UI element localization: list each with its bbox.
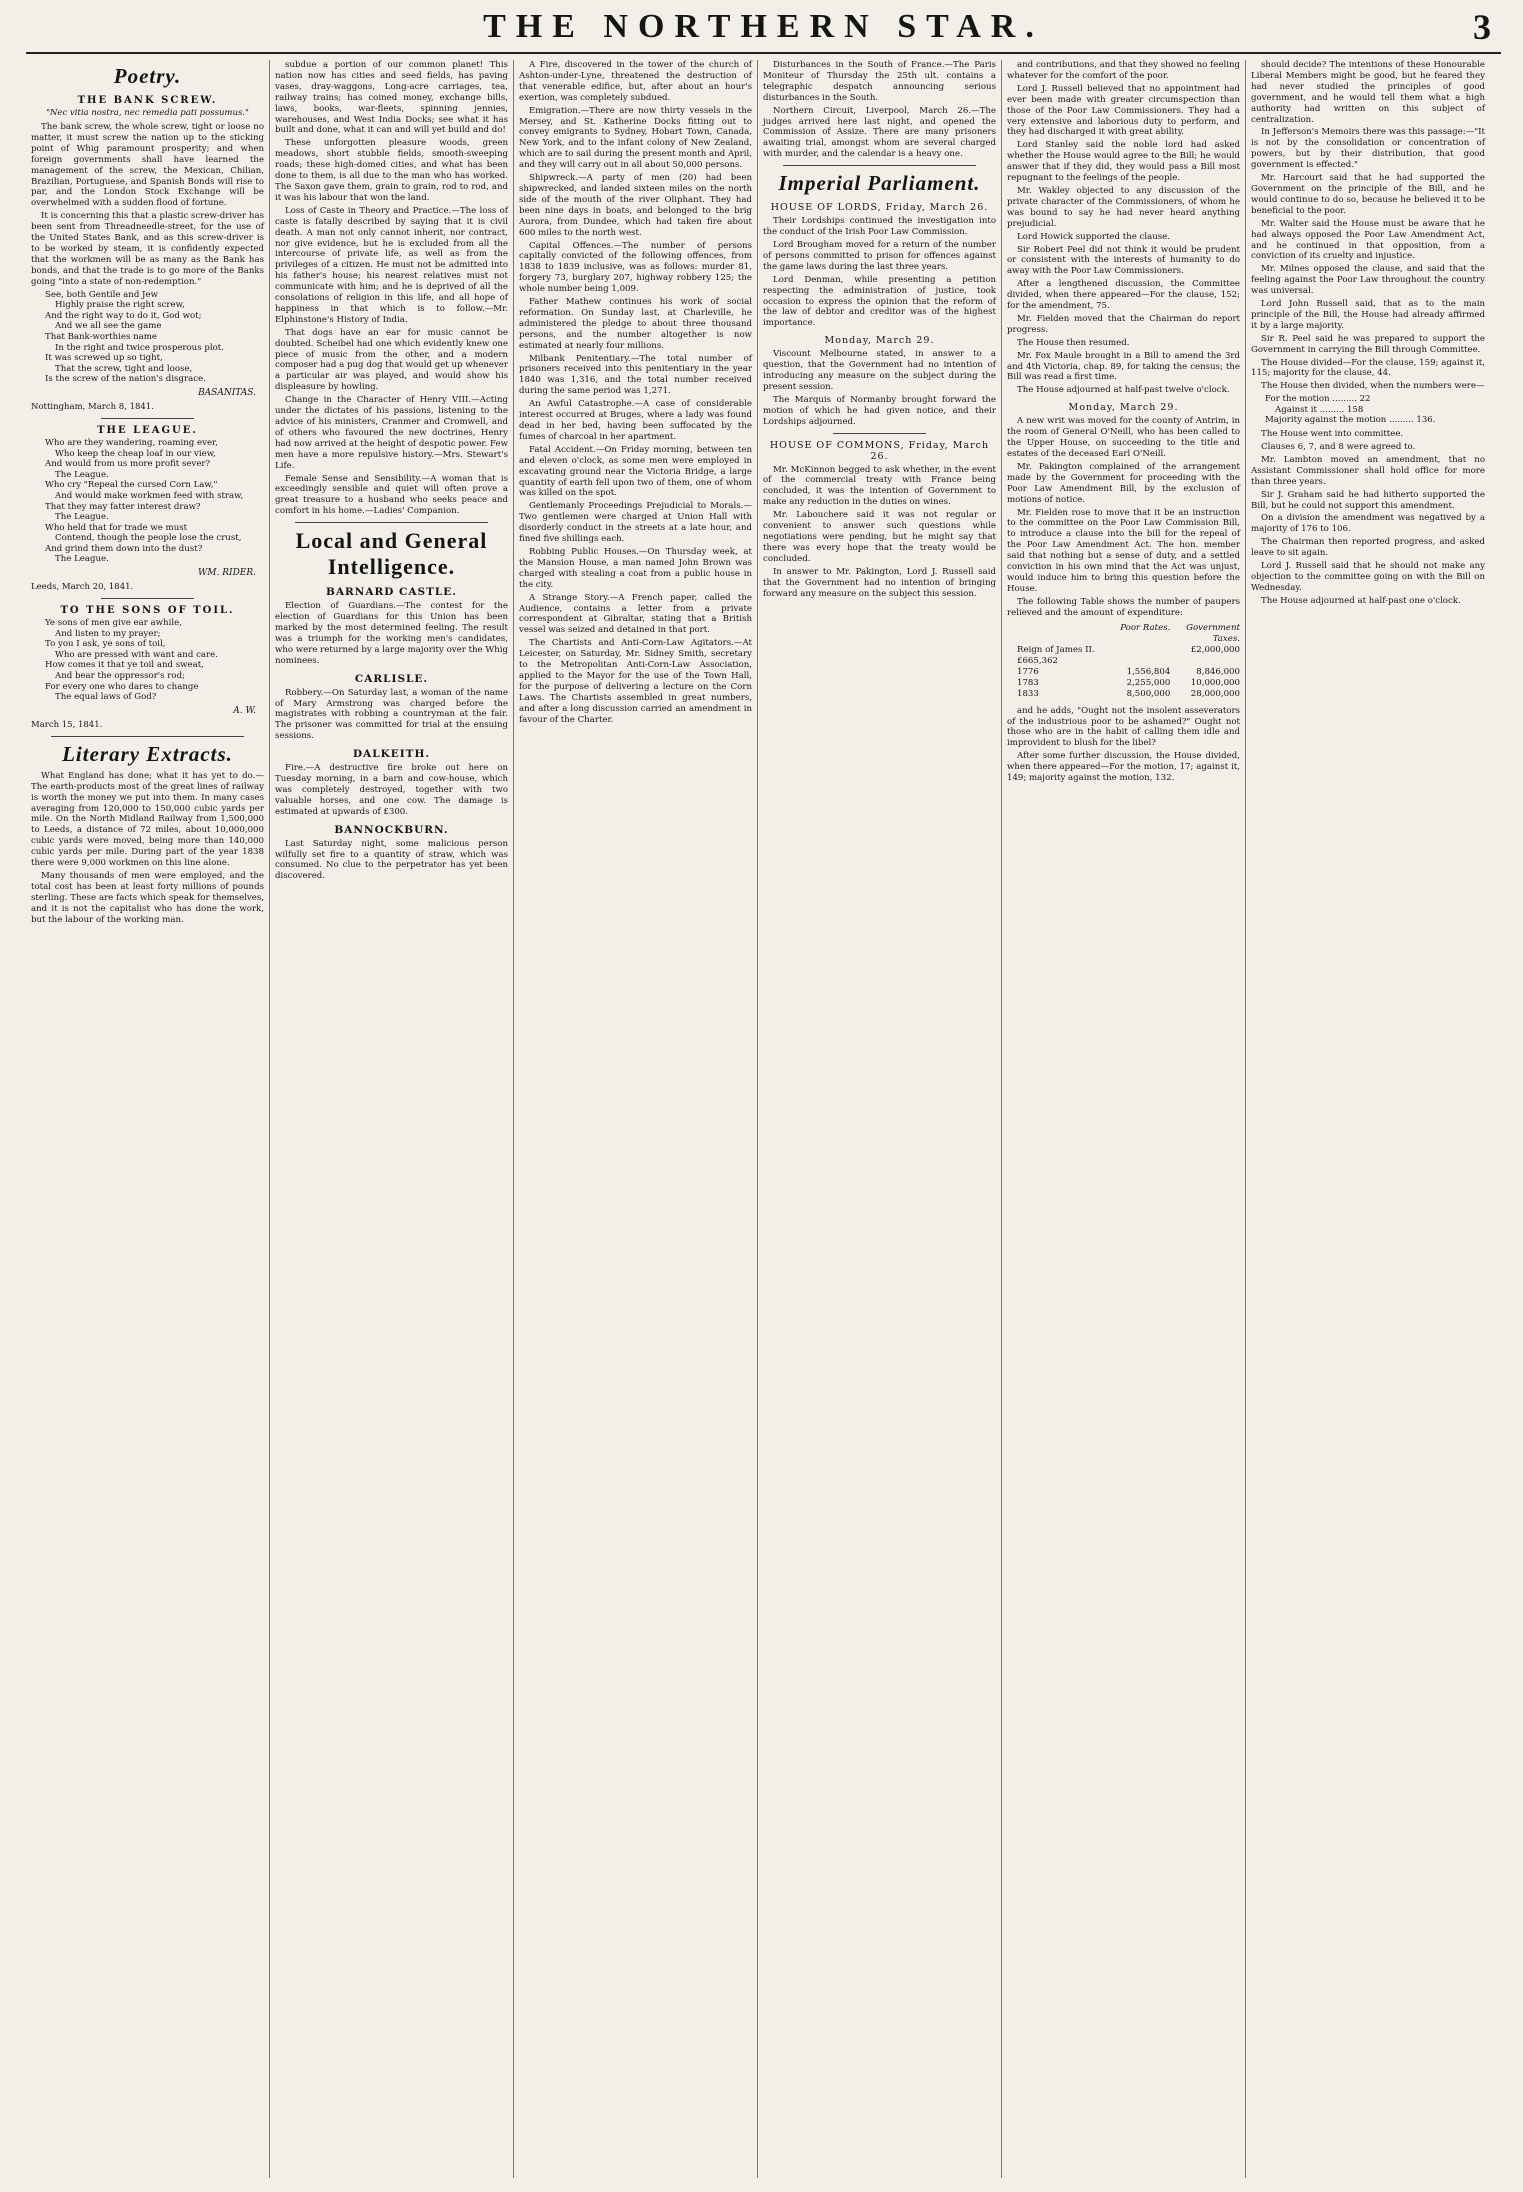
paragraph: Mr. Wakley objected to any discussion of the private character of the Commissioners, of whom he was bound to say he had never heard anything prejudicial. — [1007, 185, 1240, 229]
article-head: DALKEITH. — [352, 748, 431, 761]
paragraph: Shipwreck.—A party of men (20) had been shipwrecked, and landed sixteen miles on the north side of the mouth of the river Oliphant. They had been nine days in boats, and belonged to the brig Aurora, from Dundee, which had taken fire about 600 miles to the north west. — [519, 173, 752, 238]
table-cell: 1776 — [1017, 666, 1039, 677]
paragraph: The following Table shows the number of paupers relieved and the amount of expenditure: — [1007, 596, 1240, 618]
paragraph: Mr. Milnes opposed the clause, and said that the feeling against the Poor Law throughout the country was universal. — [1251, 264, 1485, 297]
paragraph: Mr. Fielden rose to move that it be an instruction to the committee on the Poor Law Commission Bill, to introduce a clause into the bill for the repeal of the Poor Law Amendment Act. The hon. member said that nothing but a sense of duty, and a settled conviction in his own mind that the Act was unjust, would induce him to bring this question before the House. — [1007, 507, 1240, 594]
verse-line: Who cry "Repeal the cursed Corn Law," — [45, 480, 218, 491]
paragraph: A Strange Story.—A French paper, called the Audience, contains a letter from a private correspondent at Gibraltar, stating that a British vessel was seized and detained in that port. — [519, 592, 752, 636]
poem-signature: A. W. — [233, 705, 256, 716]
division-result — [1251, 394, 1485, 426]
poem-signature: WM. RIDER. — [198, 568, 256, 579]
paragraph: and contributions, and that they showed no feeling whatever for the comfort of the poor. — [1007, 60, 1240, 81]
paragraph: What England has done; what it has yet to do.—The earth-products most of the great lines of railway is worth the money we put into them. In many cases averaging from 120,000 to 150,000 cubic yards per mile. On the North Midland Railway from 1,500,000 to Leeds, a distance of 72 miles, about 10,000,000 cubic yards were moved, being more than 140,000 cubic yards per mile. During part of the year 1838 there were 9,000 workmen on this line alone. — [31, 770, 264, 869]
paragraph: An Awful Catastrophe.—A case of considerable interest occurred at Bruges, where a lady was found dead in her bed, having been suffocated by the fumes of charcoal in her apartment. — [519, 399, 752, 442]
table-cell: 8,846,000 — [1196, 666, 1240, 677]
paragraph: Lord Howick supported the clause. — [1017, 231, 1171, 242]
table-cell: 1833 — [1017, 688, 1039, 699]
verse-line: For every one who dares to change — [45, 681, 199, 692]
verse-line: To you I ask, ye sons of toil, — [45, 639, 166, 650]
table-cell: Reign of James II. £665,362 — [1017, 644, 1095, 666]
paragraph: Mr. Pakington complained of the arrangement made by the Government for proceeding with the Poor Law Amendment Bill, by the exclusion of motions of notice. — [1007, 461, 1240, 505]
verse-line: And bear the oppressor's rod; — [55, 671, 185, 682]
column-3 — [514, 60, 758, 2178]
paragraph: The bank screw, the whole screw, tight or loose no matter, it must screw the nation up to the sticking point of Whig paramount prosperity; and when foreign governments shall have learned the management of the screw, the Mexican, Chilian, Brazilian, Portuguese, and Spanish Bonds will rise to par, and the London Stock Exchange will be overwhelmed with a sudden flood of fortune. — [31, 122, 264, 209]
divider — [295, 522, 488, 523]
paragraph: subdue a portion of our common planet! This nation now has cities and seed fields, has paving vases, dray-waggons, Long-acre carriages, tea, railway trains; has coined money, exchange bills, laws, books, war-fleets, spinning jennies, warehouses, and West India Docks; see what it has built and done, what it can and will yet build and do! — [275, 60, 508, 136]
column-4 — [758, 60, 1002, 2178]
verse-line: And listen to my prayer; — [55, 628, 161, 639]
paragraph: The Chairman then reported progress, and asked leave to sit again. — [1251, 537, 1485, 559]
paragraph: Father Mathew continues his work of social reformation. On Sunday last, at Charleville, he administered the pledge to about three thousand persons, and the number altogether is now estimated at nearly four millions. — [519, 297, 752, 351]
table-row — [1017, 689, 1240, 700]
poem-verse — [31, 618, 264, 703]
paragraph: The House adjourned at half-past one o'clock. — [1261, 595, 1461, 606]
divider — [101, 418, 194, 419]
poem-dateline: Leeds, March 20, 1841. — [31, 582, 134, 593]
paragraph: Robbery.—On Saturday last, a woman of the name of Mary Armstrong was charged before the magistrates with robbing a countryman at the fair. The prisoner was committed for trial at the ensuing sessions. — [275, 687, 508, 742]
table-cell: 10,000,000 — [1190, 677, 1240, 688]
table-cell: £2,000,000 — [1190, 644, 1240, 655]
paragraph: Lord J. Russell said that he should not make any objection to the committee going on with the Bill on Wednesday. — [1251, 561, 1485, 593]
verse-line: Ye sons of men give ear awhile, — [45, 618, 182, 629]
paragraph: These unforgotten pleasure woods, green meadows, short stubble fields, smooth-sweeping roads; these high-domed cities, and what has been done to them, is all due to the man who has worked. The Saxon gave them, grain to grain, rod to rod, and it was his labour that won the land. — [275, 138, 508, 203]
paragraph: The Chartists and Anti-Corn-Law Agitators.—At Leicester, on Saturday, Mr. Sidney Smith, secretary to the Metropolitan Anti-Corn-Law Association, applied to the Mayor for the use of the Town Hall, for the purpose of delivering a lecture on the Corn Laws. The Chartists assembled in great numbers, and after a long discussion carried an amendment in favour of the Charter. — [519, 638, 752, 725]
table-header — [1017, 623, 1105, 645]
paragraph: Many thousands of men were employed, and the total cost has been at least forty millions of pounds sterling. These are facts which speak for themselves, and it is not the capitalist who has done the work, but the labour of the working man. — [31, 870, 264, 925]
poem-title: THE LEAGUE. — [97, 424, 198, 436]
division-line: For the motion ......... 22 — [1265, 394, 1371, 405]
verse-line: Who held that for trade we must — [45, 522, 188, 533]
poem-title: TO THE SONS OF TOIL. — [60, 605, 235, 617]
paragraph: Mr. McKinnon begged to ask whether, in the event of the commercial treaty with France being concluded, it was the intention of Government to make any reduction in the duties on wines. — [763, 464, 996, 508]
paragraph: On a division the amendment was negatived by a majority of 176 to 106. — [1251, 513, 1485, 535]
paragraph: The House went into committee. — [1261, 429, 1404, 440]
paragraph: Mr. Harcourt said that he had supported the Government on the principle of the Bill, and he would continue to do so, because he believed it to be beneficial to the poor. — [1251, 173, 1485, 216]
paragraph: Female Sense and Sensibility.—A woman that is exceedingly sensible and quiet will often prove a great treasure to a husband who seeks peace and comfort in his home.—Ladies' Companion. — [275, 473, 508, 517]
paragraph: The House then resumed. — [1017, 337, 1130, 348]
verse-line: Highly praise the right screw, — [55, 300, 185, 311]
paragraph: Sir J. Graham said he had hitherto supported the Bill, but he could not support this amendment. — [1251, 489, 1485, 511]
verse-line: Who are they wandering, roaming ever, — [45, 437, 218, 448]
newspaper-title: THE NORTHERN STAR. — [483, 8, 1044, 45]
paragraph: Lord J. Russell believed that no appointment had ever been made with greater circumspection than those of the Poor Law Commissioners. They had a very extensive and laborious duty to perform, and they had discharged it with great ability. — [1007, 83, 1240, 138]
paragraph: A new writ was moved for the county of Antrim, in the room of General O'Neill, who has been called to the Upper House, on succeeding to the title and estates of the deceased Earl O'Neill. — [1007, 416, 1240, 459]
verse-line: The League. — [55, 469, 109, 480]
paragraph: Mr. Walter said the House must be aware that he had always opposed the Poor Law Amendment Act, and he continued in that opposition, from a conviction of its cruelty and injustice. — [1251, 218, 1485, 262]
paragraph: Lord Stanley said the noble lord had asked whether the House would agree to the Bill; he would answer that if they did, they would pass a Bill most repugnant to the feelings of the people. — [1007, 140, 1240, 184]
columns — [26, 60, 1501, 2178]
table-header-row — [1017, 623, 1240, 645]
paragraph: After a lengthened discussion, the Committee divided, when there appeared—For the clause, 152; for the amendment, 75. — [1007, 279, 1240, 312]
divider — [51, 736, 244, 737]
poem-signature: BASANITAS. — [198, 387, 256, 398]
division-line: Majority against the motion ......... 136. — [1265, 415, 1436, 426]
paragraph: In Jefferson's Memoirs there was this passage:—"It is not by the consolidation or concentration of powers, but by their distribution, that good government is effected." — [1251, 127, 1485, 171]
verse-line: And would from us more profit sever? — [45, 459, 211, 470]
paragraph: Fire.—A destructive fire broke out here on Tuesday morning, in a barn and cow-house, which was completely destroyed, together with two valuable horses, and one cow. The damage is estimated at upwards of £300. — [275, 763, 508, 817]
section-head-imperial-parliament: Imperial Parliament. — [778, 171, 981, 196]
table-cell: 1783 — [1017, 677, 1039, 688]
verse-line: That Bank-worthies name — [45, 331, 158, 342]
paragraph: Disturbances in the South of France.—The Paris Moniteur of Thursday the 25th ult. contains a telegraphic despatch announcing serious disturbances in the South. — [763, 60, 996, 103]
verse-line: The equal laws of God? — [55, 692, 157, 703]
date-subhead: Monday, March 29. — [1068, 402, 1179, 414]
paragraph: Milbank Penitentiary.—The total number of prisoners received into this penitentiary in the year 1840 was 1,316, and the total number received during the same period was 1,271. — [519, 353, 752, 397]
paragraph: Last Saturday night, some malicious person wilfully set fire to a quantity of straw, which was consumed. No clue to the perpetrator has yet been discovered. — [275, 838, 508, 882]
house-of-lords-head: HOUSE OF LORDS, Friday, March 26. — [770, 202, 989, 214]
paragraph: Their Lordships continued the investigation into the conduct of the Irish Poor Law Commission. — [763, 216, 996, 238]
article-head: BARNARD CASTLE. — [326, 586, 457, 599]
poem-dateline: Nottingham, March 8, 1841. — [31, 401, 154, 412]
paragraph: Change in the Character of Henry VIII.—Acting under the dictates of his passions, listening to the advice of his ministers, Cranmer and Cromwell, and of others who favoured the new doctrines, Henry had now arrived at the height of despotic power. Few men have a more repulsive history.—Mrs. Stewart's Life. — [275, 395, 508, 471]
paragraph: and he adds, "Ought not the insolent asseverators of the industrious poor to be ashamed?" Ought not those who are in the habit of calling them idle and improvident to blush for the libel? — [1007, 705, 1240, 749]
paragraph: Gentlemanly Proceedings Prejudicial to Morals.—Two gentlemen were charged at Union Hall with disorderly conduct in the streets at a late hour, and fined five shillings each. — [519, 501, 752, 545]
page-number: 3 — [1473, 7, 1491, 47]
paragraph: Clauses 6, 7, and 8 were agreed to. — [1261, 441, 1416, 452]
divider — [833, 433, 926, 434]
article-head: BANNOCKBURN. — [334, 823, 449, 836]
house-of-commons-head: HOUSE OF COMMONS, Friday, March 26. — [769, 439, 990, 462]
paragraph: Viscount Melbourne stated, in answer to a question, that the Government had no intention of introducing any measure on the subject during the present session. — [763, 349, 996, 392]
table-cell: 8,500,000 — [1126, 688, 1171, 699]
paragraph: It is concerning this that a plastic screw-driver has been sent from Threadneedle-street, for the use of the United States Bank, and as this screw-driver is to be worked by steam, it is confidently expected that the workmen will be as many as the Bank has bonds, and that the trade is to go more of the Banks going "into a state of non-redemption." — [31, 211, 264, 287]
verse-line: And grind them down into the dust? — [45, 543, 203, 554]
paragraph: Lord Denman, while presenting a petition respecting the administration of justice, took occasion to express the opinion that the reform of the law of debtor and creditor was of the highest importance. — [763, 274, 996, 329]
paragraph: After some further discussion, the House divided, when there appeared—For the motion, 17; against it, 149; majority against the motion, 132. — [1007, 751, 1240, 784]
paragraph: The House divided—For the clause, 159; against it, 115; majority for the clause, 44. — [1251, 357, 1485, 379]
poem-verse — [31, 438, 264, 565]
paragraph: Northern Circuit, Liverpool, March 26.—The judges arrived here last night, and opened the Commission of Assize. There are many prisoners awaiting trial, amongst whom are several charged with murder, and the calendar is a heavy one. — [763, 105, 996, 160]
verse-line: The League. — [55, 554, 109, 565]
table-row — [1017, 667, 1240, 678]
divider — [101, 598, 194, 599]
table-cell: 2,255,000 — [1126, 677, 1171, 688]
column-5 — [1002, 60, 1246, 2178]
paragraph: That dogs have an ear for music cannot be doubted. Scheibel had one which evidently knew one piece of music from the other, and a modern composer had a pug dog that would get up whenever a particular air was played, and would show his displeasure by howling. — [275, 327, 508, 393]
paragraph: A Fire, discovered in the tower of the church of Ashton-under-Lyne, threatened the destruction of that venerable edifice, but, after about an hour's exertion, was completely subdued. — [519, 60, 752, 103]
table-header: Government Taxes. — [1186, 622, 1240, 644]
poor-rates-table — [1017, 623, 1240, 700]
paragraph: Mr. Labouchere said it was not regular or convenient to answer such questions while negotiations were pending, but he might say that there was every hope that the treaty would be concluded. — [763, 510, 996, 564]
masthead — [26, 6, 1501, 54]
paragraph: Lord Brougham moved for a return of the number of persons committed to prison for offences against the game laws during the last three years. — [763, 239, 996, 272]
paragraph: Lord John Russell said, that as to the main principle of the Bill, the House had already affirmed it by a large majority. — [1251, 299, 1485, 331]
paragraph: Mr. Lambton moved an amendment, that no Assistant Commissioner shall hold office for more than three years. — [1251, 454, 1485, 487]
section-head-poetry: Poetry. — [113, 64, 182, 88]
article-head: CARLISLE. — [354, 672, 429, 685]
poem-epigraph: "Nec vitia nostra, nec remedia pati possumus." — [46, 108, 249, 118]
paragraph: Sir R. Peel said he was prepared to support the Government in carrying the Bill through Committee. — [1251, 333, 1485, 355]
column-1 — [26, 60, 270, 2178]
paragraph: Robbing Public Houses.—On Thursday week, at the Mansion House, a man named John Brown was charged with stealing a coat from a public house in the city. — [519, 546, 752, 590]
verse-line: Is the screw of the nation's disgrace. — [45, 374, 206, 385]
verse-line: The League. — [55, 512, 109, 523]
verse-line: That the screw, tight and loose, — [55, 363, 193, 374]
poem-dateline: March 15, 1841. — [31, 719, 103, 730]
table-row — [1017, 645, 1240, 667]
verse-line: See, both Gentile and Jew — [45, 289, 158, 300]
verse-line: That they may fatter interest draw? — [45, 501, 201, 512]
divider — [783, 165, 976, 166]
paragraph: Loss of Caste in Theory and Practice.—The loss of caste is fatally described by saying that it is civil death. A man not only cannot inherit, nor contract, nor give evidence, but he is excluded from all the intercourse of private life, as well as from the privileges of a citizen. He must not be admitted into his father's house; his nearest relatives must not communicate with him; and he is deprived of all the consolations of religion in this life, and all hope of happiness in that which is to follow.—Mr. Elphinstone's History of India. — [275, 205, 508, 325]
section-head-literary-extracts: Literary Extracts. — [62, 741, 233, 766]
division-head: The House then divided, when the numbers were— — [1261, 381, 1485, 392]
paragraph: Capital Offences.—The number of persons capitally convicted of the following offences, from 1838 to 1839 inclusive, was as follows: murder 81, forgery 73, burglary 207, highway robbery 125; the whole number being 1,009. — [519, 240, 752, 295]
column-2 — [270, 60, 514, 2178]
division-line: Against it ......... 158 — [1275, 404, 1364, 415]
date-subhead: Monday, March 29. — [824, 335, 935, 347]
column-6 — [1246, 60, 1490, 2178]
table-cell: 28,000,000 — [1190, 688, 1240, 699]
verse-line: And we all see the game — [55, 321, 162, 332]
table-cell — [1105, 645, 1171, 667]
table-header: Poor Rates. — [1120, 622, 1171, 633]
verse-line: Who keep the cheap loaf in our view, — [55, 448, 216, 459]
paragraph: Mr. Fox Maule brought in a Bill to amend the 3rd and 4th Victoria, chap. 89, for taking the census; the Bill was read a first time. — [1007, 350, 1240, 383]
paragraph: Sir Robert Peel did not think it would be prudent or consistent with the interests of humanity to do away with the Poor Law Commissioners. — [1007, 244, 1240, 277]
verse-line: Who are pressed with want and care. — [55, 649, 218, 660]
verse-line: And would make workmen feed with straw, — [55, 490, 244, 501]
verse-line: And the right way to do it, God wot; — [45, 310, 202, 321]
table-cell: 1,556,804 — [1126, 666, 1171, 677]
poem-verse — [31, 290, 264, 385]
verse-line: Contend, though the people lose the crust, — [55, 533, 242, 544]
verse-line: In the right and twice prosperous plot. — [55, 342, 224, 353]
paragraph: The Marquis of Normanby brought forward the motion of which he had given notice, and their Lordships adjourned. — [763, 394, 996, 427]
paragraph: In answer to Mr. Pakington, Lord J. Russell said that the Government had no intention of bringing forward any measure on the subject this session. — [763, 566, 996, 599]
paragraph: Fatal Accident.—On Friday morning, between ten and eleven o'clock, as some men were employed in excavating ground near the Victoria Bridge, a large quantity of earth fell upon two of them, one of whom was killed on the spot. — [519, 444, 752, 499]
paragraph: The House adjourned at half-past twelve o'clock. — [1017, 385, 1230, 396]
paragraph: Mr. Fielden moved that the Chairman do report progress. — [1007, 313, 1240, 335]
verse-line: It was screwed up so tight, — [45, 353, 163, 364]
table-row — [1017, 678, 1240, 689]
verse-line: How comes it that ye toil and sweat, — [45, 660, 204, 671]
paragraph: Election of Guardians.—The contest for the election of Guardians for this Union has been marked by the most determined feeling. The result was a triumph for the working men's candidates, who were returned by a large majority over the Whig nominees. — [275, 601, 508, 666]
paragraph: should decide? The intentions of these Honourable Liberal Members might be good, but he feared they had never studied the principles of good government, and he would tell them what a high authority had written on this subject of centralization. — [1251, 60, 1485, 125]
section-head-local-intelligence: Local and General Intelligence. — [295, 528, 488, 580]
poem-title: THE BANK SCREW. — [77, 95, 218, 106]
paragraph: Emigration.—There are now thirty vessels in the Mersey, and St. Katherine Docks fitting out to convey emigrants to Sydney, Hobart Town, Canada, New York, and to the infant colony of New Zealand, which are to sail during the present month and April, and they will carry out in all about 50,000 persons. — [519, 105, 752, 171]
